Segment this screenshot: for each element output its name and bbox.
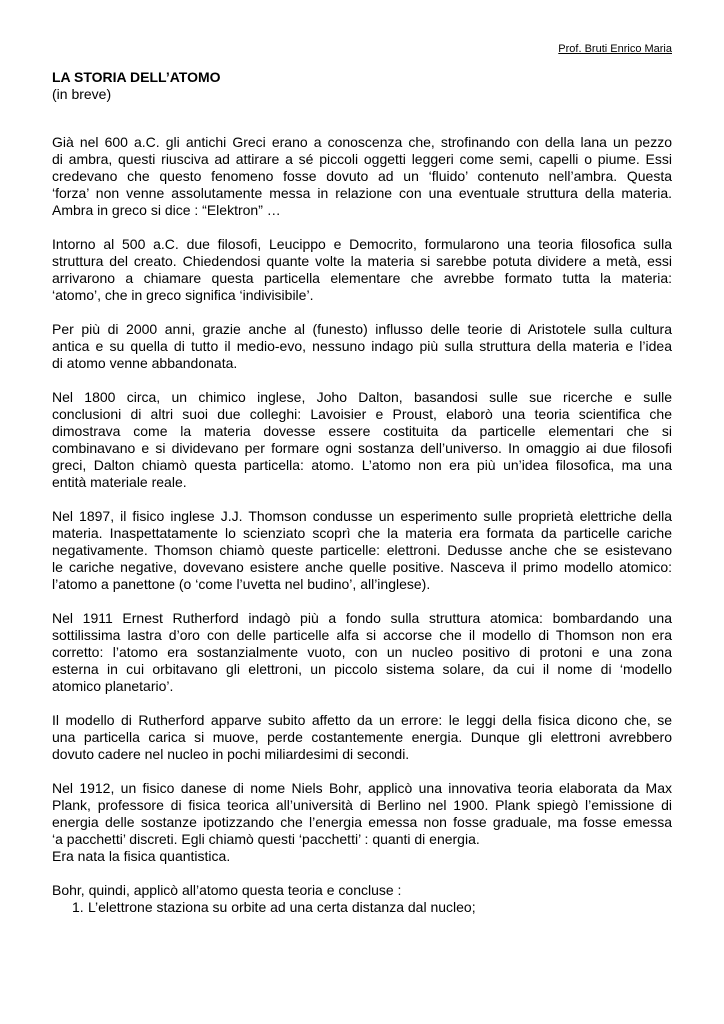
paragraph-line: energia delle sostanze ipotizzando che l’energia emessa non fosse graduale, ma fosse emessa (52, 814, 672, 830)
paragraph-line: entità materiale reale. (52, 474, 187, 490)
paragraph (52, 508, 672, 593)
paragraph-line: Nel 1800 circa, un chimico inglese, Joho Dalton, basandosi sulle sue ricerche e sulle (52, 389, 672, 405)
document-subtitle: (in breve) (52, 86, 112, 102)
paragraph-line: dimostrava come la materia dovesse essere costituita da particelle elementari che si (52, 423, 672, 439)
paragraph-line: ‘a pacchetti’ discreti. Egli chiamò questi ‘pacchetti’ : quanti di energia. (52, 831, 480, 847)
paragraph-line: greci, Dalton chiamò questa particella: atomo. L’atomo non era più un’idea filosofica, ma una (52, 457, 672, 473)
list-item-text: L’elettrone staziona su orbite ad una certa distanza dal nucleo; (88, 899, 476, 915)
paragraph (52, 134, 672, 219)
paragraph-line: Plank, professore di fisica teorica all’università di Berlino nel 1900. Plank spiegò l’emissione di (52, 797, 672, 813)
paragraph-line: Ambra in greco si dice : “Elektron” … (52, 202, 281, 218)
paragraph-line: corretto: l’atomo era sostanzialmente vuoto, con un nucleo positivo di protoni e una zona (52, 644, 672, 660)
paragraph (52, 389, 672, 491)
numbered-list (52, 899, 672, 916)
paragraph-line: negativamente. Thomson chiamò queste particelle: elettroni. Dedusse anche che se esistevano (52, 542, 672, 558)
closing-intro: Bohr, quindi, applicò all’atomo questa teoria e concluse : (52, 882, 402, 898)
list-number: 1. (72, 899, 84, 915)
paragraph-line: arrivarono a chiamare questa particella elementare che avrebbe formato tutta la materia: (52, 270, 672, 286)
document-page (52, 0, 672, 1024)
paragraph-line: Il modello di Rutherford apparve subito affetto da un errore: le leggi della fisica dicono che, se (52, 712, 672, 728)
paragraph-line: di ambra, questi riusciva ad attirare a sé piccoli oggetti leggeri come semi, capelli o piume. Essi (52, 151, 672, 167)
document-title: LA STORIA DELL’ATOMO (52, 69, 221, 85)
paragraph-line: atomico planetario’. (52, 678, 174, 694)
paragraph-line: combinavano e si dividevano per formare ogni sostanza dell’universo. In omaggio ai due filosofi (52, 440, 672, 456)
paragraph-line: credevano che questo fenomeno fosse dovuto ad un ‘fluido’ contenuto nell’ambra. Questa (52, 168, 672, 184)
paragraph (52, 321, 672, 372)
paragraph-line: ‘forza’ non venne assolutamente messa in relazione con una eventuale struttura della materia. (52, 185, 672, 201)
paragraph (52, 712, 672, 763)
paragraph-line: una particella carica si muove, perde costantemente energia. Dunque gli elettroni avrebbero (52, 729, 672, 745)
author-header: Prof. Bruti Enrico Maria (558, 43, 672, 55)
paragraph-line: materia. Inaspettatamente lo scienziato scoprì che la materia era formata da particelle cariche (52, 525, 672, 541)
paragraph-line: struttura del creato. Chiedendosi quante volte la materia si sarebbe potuta dividere a metà, essi (52, 253, 672, 269)
paragraph-line: Nel 1897, il fisico inglese J.J. Thomson condusse un esperimento sulle proprietà elettriche della (52, 508, 672, 524)
paragraph-line: Nel 1911 Ernest Rutherford indagò più a fondo sulla struttura atomica: bombardando una (52, 610, 672, 626)
paragraph-line: di atomo venne abbandonata. (52, 355, 238, 371)
paragraph-line: antica e su quella di tutto il medio-evo, nessuno indago più sulla struttura della materia e l’idea (52, 338, 672, 354)
title-block (52, 69, 672, 103)
document-body (52, 134, 672, 916)
paragraph-line: Nel 1912, un fisico danese di nome Niels Bohr, applicò una innovativa teoria elaborata da Max (52, 780, 672, 796)
paragraph-line: dovuto cadere nel nucleo in pochi miliardesimi di secondi. (52, 746, 410, 762)
paragraph (52, 610, 672, 695)
paragraph-line: sottilissima lastra d’oro con delle particelle alfa si accorse che il modello di Thomson non era (52, 627, 672, 643)
paragraph-line: Intorno al 500 a.C. due filosofi, Leucippo e Democrito, formularono una teoria filosofica sulla (52, 236, 672, 252)
paragraph (52, 882, 672, 916)
paragraph-line: le cariche negative, dovevano esistere anche quelle positive. Nasceva il primo modello atomico: (52, 559, 672, 575)
paragraph-line: Per più di 2000 anni, grazie anche al (funesto) influsso delle teorie di Aristotele sulla cultura (52, 321, 672, 337)
paragraph (52, 780, 672, 865)
paragraph-line: Già nel 600 a.C. gli antichi Greci erano a conoscenza che, strofinando con della lana un pezzo (52, 134, 672, 150)
paragraph-line: Era nata la fisica quantistica. (52, 848, 231, 864)
paragraph-line: esterna in cui orbitavano gli elettroni, un piccolo sistema solare, da cui il nome di ‘modello (52, 661, 672, 677)
paragraph (52, 236, 672, 304)
paragraph-line: conclusioni di altri suoi due colleghi: Lavoisier e Proust, elaborò una teoria scientifica che (52, 406, 672, 422)
paragraph-line: ‘atomo’, che in greco significa ‘indivisibile’. (52, 287, 314, 303)
paragraph-line: l’atomo a panettone (o ‘come l’uvetta nel budino’, all’inglese). (52, 576, 431, 592)
list-item (52, 899, 672, 916)
